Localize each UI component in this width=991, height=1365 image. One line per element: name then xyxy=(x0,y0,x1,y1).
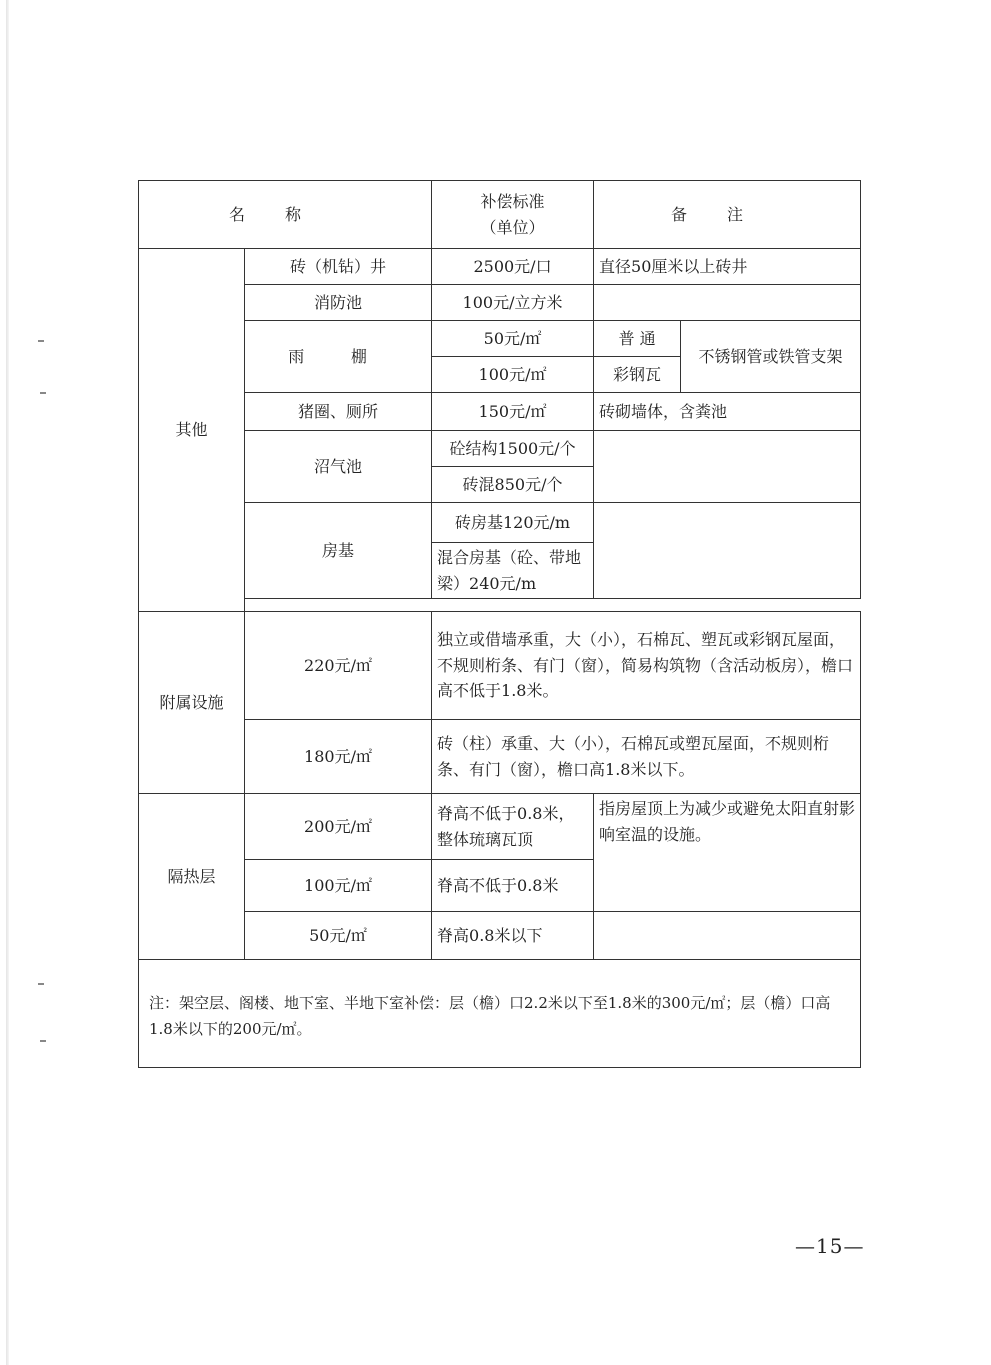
shed-remark: 不锈钢管或铁管支架 xyxy=(681,321,861,393)
insul-a-standard: 200元/㎡ xyxy=(245,794,432,860)
table-row-spacer xyxy=(139,599,861,612)
table-note: 注：架空层、阁楼、地下室、半地下室补偿：层（檐）口2.2米以下至1.8米的300元/㎡；层（檐）口高1.8米以下的200元/㎡。 xyxy=(139,960,861,1068)
biogas-standard-b: 砖混850元/个 xyxy=(432,467,594,503)
table-row xyxy=(139,720,861,794)
insul-c-standard: 50元/㎡ xyxy=(245,912,432,960)
shed-name: 雨 棚 xyxy=(245,321,432,393)
table-row xyxy=(139,503,861,543)
pigsty-name: 猪圈、厕所 xyxy=(245,393,432,431)
group-other: 其他 xyxy=(139,249,245,612)
foundation-remark xyxy=(594,503,861,599)
biogas-standard-a: 砼结构1500元/个 xyxy=(432,431,594,467)
pigsty-remark: 砖砌墙体，含粪池 xyxy=(594,393,861,431)
insul-a-desc: 脊高不低于0.8米，整体琉璃瓦顶 xyxy=(432,794,594,860)
foundation-standard-a: 砖房基120元/m xyxy=(432,503,594,543)
margin-mark xyxy=(38,983,44,985)
well-remark: 直径50厘米以上砖井 xyxy=(594,249,861,285)
fire-pool-standard: 100元/立方米 xyxy=(432,285,594,321)
shed-standard-b: 100元/㎡ xyxy=(432,357,594,393)
attached-a-remark: 独立或借墙承重，大（小），石棉瓦、塑瓦或彩钢瓦屋面，不规则桁条、有门（窗），简易构筑物（含活动板房），檐口高不低于1.8米。 xyxy=(432,612,861,720)
insul-b-standard: 100元/㎡ xyxy=(245,860,432,912)
scan-edge xyxy=(6,0,9,1365)
page-number: —15— xyxy=(795,1234,865,1258)
insul-c-desc: 脊高0.8米以下 xyxy=(432,912,594,960)
compensation-table xyxy=(138,180,861,1068)
insul-remark: 指房屋顶上为减少或避免太阳直射影响室温的设施。 xyxy=(594,794,861,912)
fire-pool-name: 消防池 xyxy=(245,285,432,321)
fire-pool-remark xyxy=(594,285,861,321)
table-row xyxy=(139,393,861,431)
table-note-row xyxy=(139,960,861,1068)
table-header-row xyxy=(139,181,861,249)
margin-mark xyxy=(38,340,44,342)
group-attached: 附属设施 xyxy=(139,612,245,794)
table-row xyxy=(139,912,861,960)
well-name: 砖（机钻）井 xyxy=(245,249,432,285)
table-row xyxy=(139,285,861,321)
table-row xyxy=(139,794,861,860)
table-row xyxy=(139,431,861,467)
attached-b-remark: 砖（柱）承重、大（小），石棉瓦或塑瓦屋面，不规则桁条、有门（窗），檐口高1.8米以下。 xyxy=(432,720,861,794)
table-row xyxy=(139,321,861,357)
insul-c-remark xyxy=(594,912,861,960)
biogas-remark xyxy=(594,431,861,503)
attached-b-standard: 180元/㎡ xyxy=(245,720,432,794)
shed-standard-a: 50元/㎡ xyxy=(432,321,594,357)
header-standard-label: 补偿标准 xyxy=(480,191,545,211)
header-name: 名称 xyxy=(139,181,432,249)
foundation-name: 房基 xyxy=(245,503,432,599)
shed-type-b: 彩钢瓦 xyxy=(594,357,681,393)
table-row xyxy=(139,249,861,285)
attached-a-standard: 220元/㎡ xyxy=(245,612,432,720)
table-row xyxy=(139,612,861,720)
biogas-name: 沼气池 xyxy=(245,431,432,503)
header-unit-label: （单位） xyxy=(480,217,545,237)
pigsty-standard: 150元/㎡ xyxy=(432,393,594,431)
group-insulation: 隔热层 xyxy=(139,794,245,960)
shed-type-a: 普 通 xyxy=(594,321,681,357)
insul-b-desc: 脊高不低于0.8米 xyxy=(432,860,594,912)
header-remark: 备注 xyxy=(594,181,861,249)
margin-mark xyxy=(40,392,46,394)
header-standard xyxy=(432,181,594,249)
foundation-standard-b: 混合房基（砼、带地梁）240元/m xyxy=(432,543,594,599)
margin-mark xyxy=(40,1040,46,1042)
well-standard: 2500元/口 xyxy=(432,249,594,285)
